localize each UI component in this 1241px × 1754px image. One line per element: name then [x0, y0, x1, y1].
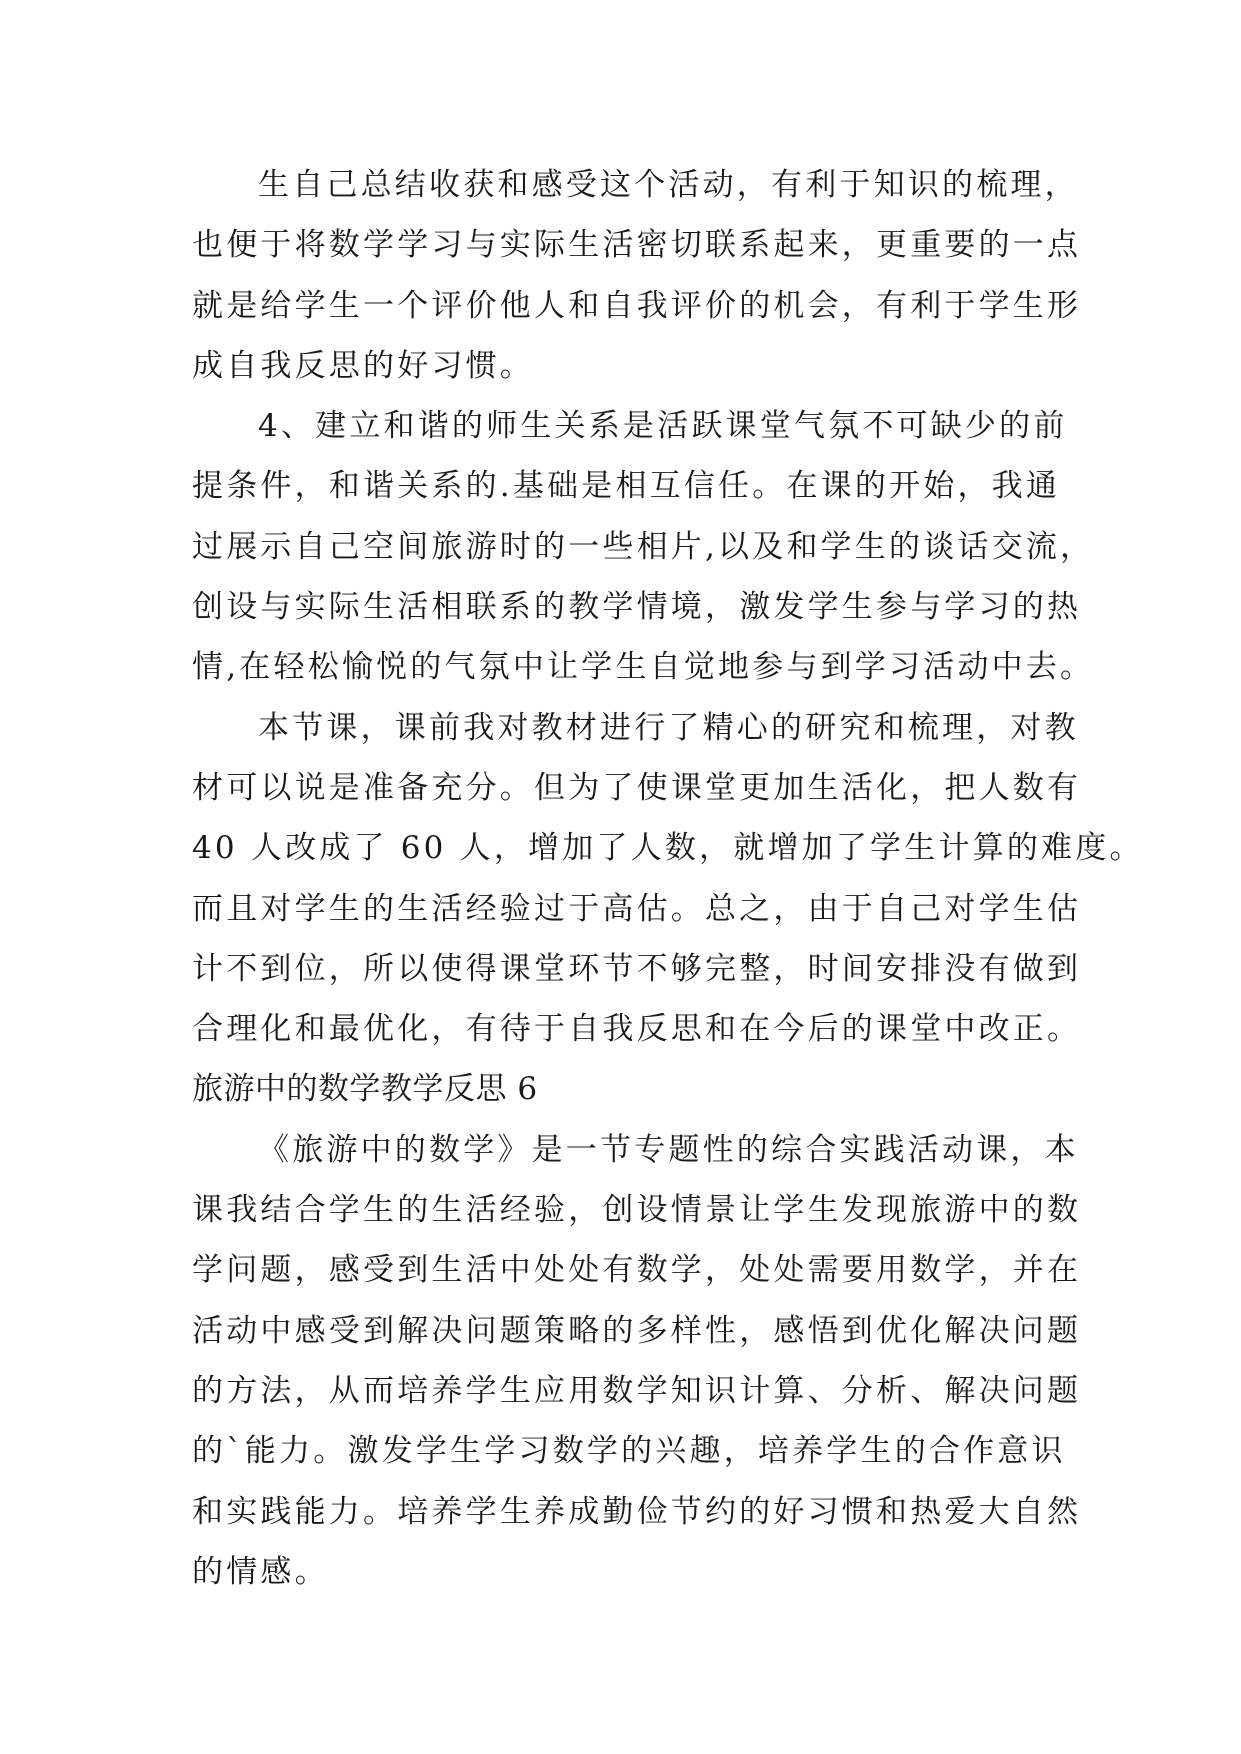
paragraph-line: 过展示自己空间旅游时的一些相片,以及和学生的谈话交流，: [192, 528, 1095, 565]
paragraph-line: 的方法，从而培养学生应用数学知识计算、分析、解决问题: [192, 1372, 1082, 1409]
paragraph-line: 材可以说是准备充分。但为了使课堂更加生活化，把人数有: [192, 769, 1082, 806]
paragraph-line: 本节课，课前我对教材进行了精心的研究和梳理，对教: [258, 709, 1079, 746]
paragraph-line: 就是给学生一个评价他人和自我评价的机会，有利于学生形: [192, 287, 1082, 324]
paragraph-line: 情,在轻松愉悦的气氛中让学生自觉地参与到学习活动中去。: [192, 649, 1095, 686]
paragraph-line: 和实践能力。培养学生养成勤俭节约的好习惯和热爱大自然: [192, 1493, 1082, 1530]
paragraph-line: 4、建立和谐的师生关系是活跃课堂气氛不可缺少的前: [258, 408, 1068, 445]
paragraph-line: 提条件，和谐关系的.基础是相互信任。在课的开始，我通: [192, 468, 1061, 505]
paragraph-line: 也便于将数学学习与实际生活密切联系起来，更重要的一点: [192, 227, 1082, 264]
paragraph-line: 学问题，感受到生活中处处有数学，处处需要用数学，并在: [192, 1252, 1082, 1289]
paragraph-line: 课我结合学生的生活经验，创设情景让学生发现旅游中的数: [192, 1192, 1082, 1229]
paragraph-line: 计不到位，所以使得课堂环节不够完整，时间安排没有做到: [192, 950, 1082, 987]
document-body: [192, 155, 1144, 1602]
section-heading: 旅游中的数学教学反思 6: [192, 1071, 538, 1108]
paragraph-line: 合理化和最优化，有待于自我反思和在今后的课堂中改正。: [192, 1011, 1082, 1048]
paragraph-line: 《旅游中的数学》是一节专题性的综合实践活动课，本: [258, 1131, 1079, 1168]
paragraph-line: 的情感。: [192, 1553, 329, 1590]
paragraph-line: 成自我反思的好习惯。: [192, 347, 534, 384]
paragraph-line: 活动中感受到解决问题策略的多样性，感悟到优化解决问题: [192, 1312, 1082, 1349]
paragraph-line: 而且对学生的生活经验过于高估。总之，由于自己对学生估: [192, 890, 1082, 927]
paragraph-line: 的`能力。激发学生学习数学的兴趣，培养学生的合作意识: [192, 1433, 1066, 1470]
paragraph-line: 40 人改成了 60 人，增加了人数，就增加了学生计算的难度。: [192, 830, 1144, 867]
paragraph-line: 生自己总结收获和感受这个活动，有利于知识的梳理，: [258, 167, 1079, 203]
paragraph-line: 创设与实际生活相联系的教学情境，激发学生参与学习的热: [192, 589, 1082, 626]
